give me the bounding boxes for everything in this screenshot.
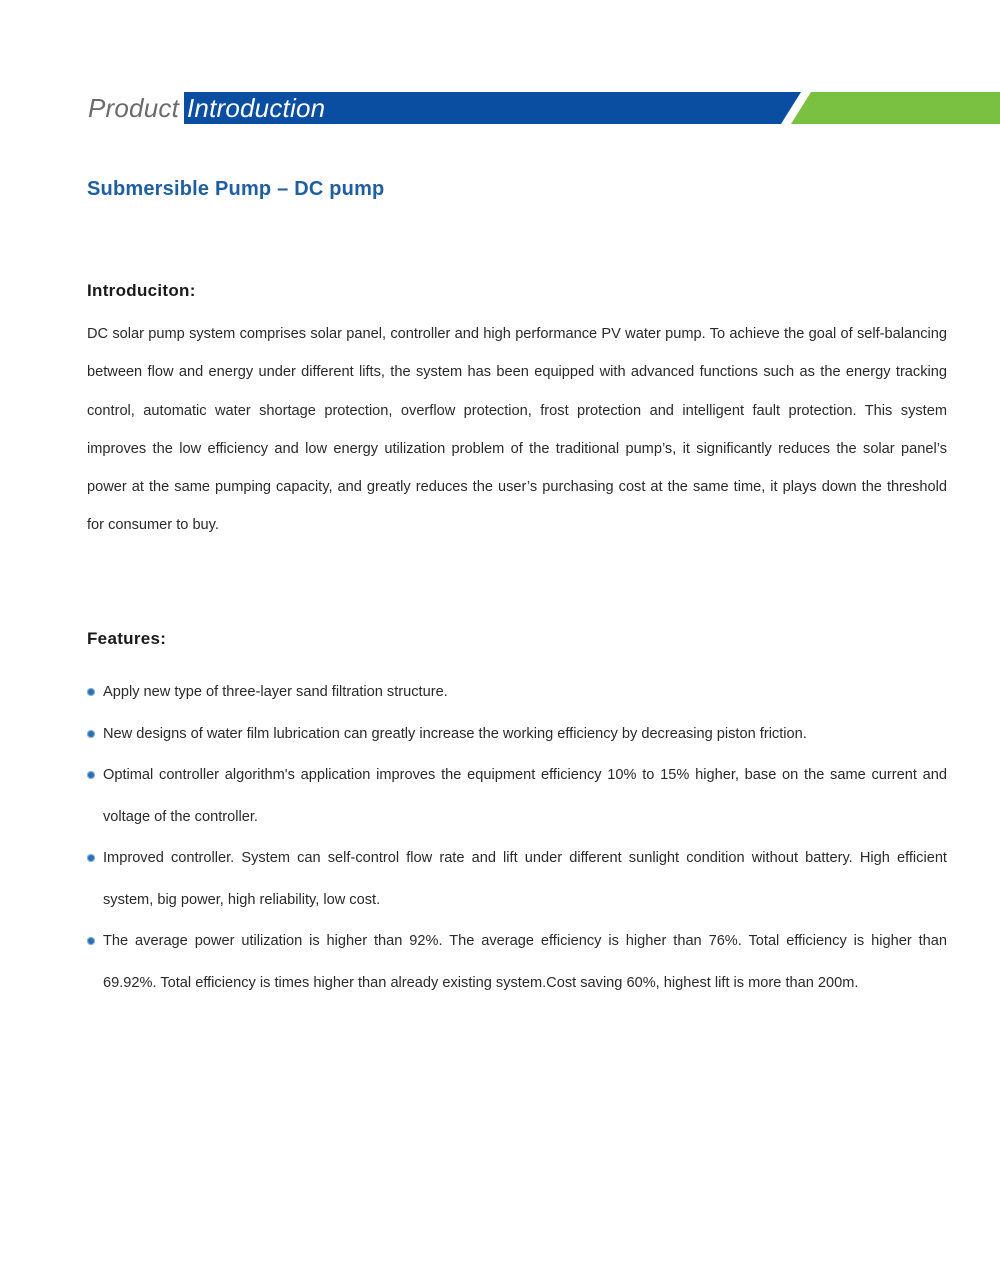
feature-item [87,921,947,1004]
header-green-band [791,92,1000,124]
features-heading: Features: [87,629,167,648]
header-word-introduction: Introduction [187,93,326,123]
feature-text: The average power utilization is higher than 92%. The average efficiency is higher than 76%. Total efficiency is higher than 69.92%. Total efficiency is times higher than already existing system.Cost saving 60%, highest lift is more than 200m. [103,933,947,991]
feature-text: Improved controller. System can self-control flow rate and lift under different sunlight condition without battery. High efficient system, big power, high reliability, low cost. [103,850,947,908]
feature-text: Optimal controller algorithm's application improves the equipment efficiency 10% to 15% higher, base on the same current and voltage of the controller. [103,767,947,825]
bullet-icon [87,937,95,945]
feature-item [87,672,947,714]
header-word-product: Product [88,93,180,123]
feature-item [87,838,947,921]
bullet-icon [87,688,95,696]
page-title: Submersible Pump – DC pump [87,178,385,200]
features-list [87,672,947,1004]
feature-text: New designs of water film lubrication can greatly increase the working efficiency by decreasing piston friction. [103,725,807,742]
introduction-heading: Introduciton: [87,281,196,300]
bullet-icon [87,730,95,738]
bullet-icon [87,854,95,862]
bullet-icon [87,771,95,779]
introduction-body: DC solar pump system comprises solar panel, controller and high performance PV water pump. To achieve the goal of self-balancing between flow and energy under different lifts, the system has been equipped with advanced functions such as the energy tracking control, automatic water shortage protection, overflow protection, frost protection and intelligent fault protection. This system improves the low efficiency and low energy utilization problem of the traditional pump’s, it significantly reduces the solar panel’s power at the same pumping capacity, and greatly reduces the user’s purchasing cost at the same time, it plays down the threshold for consumer to buy. [87,326,947,534]
feature-item [87,714,947,756]
feature-item [87,755,947,838]
feature-text: Apply new type of three-layer sand filtration structure. [103,684,448,700]
